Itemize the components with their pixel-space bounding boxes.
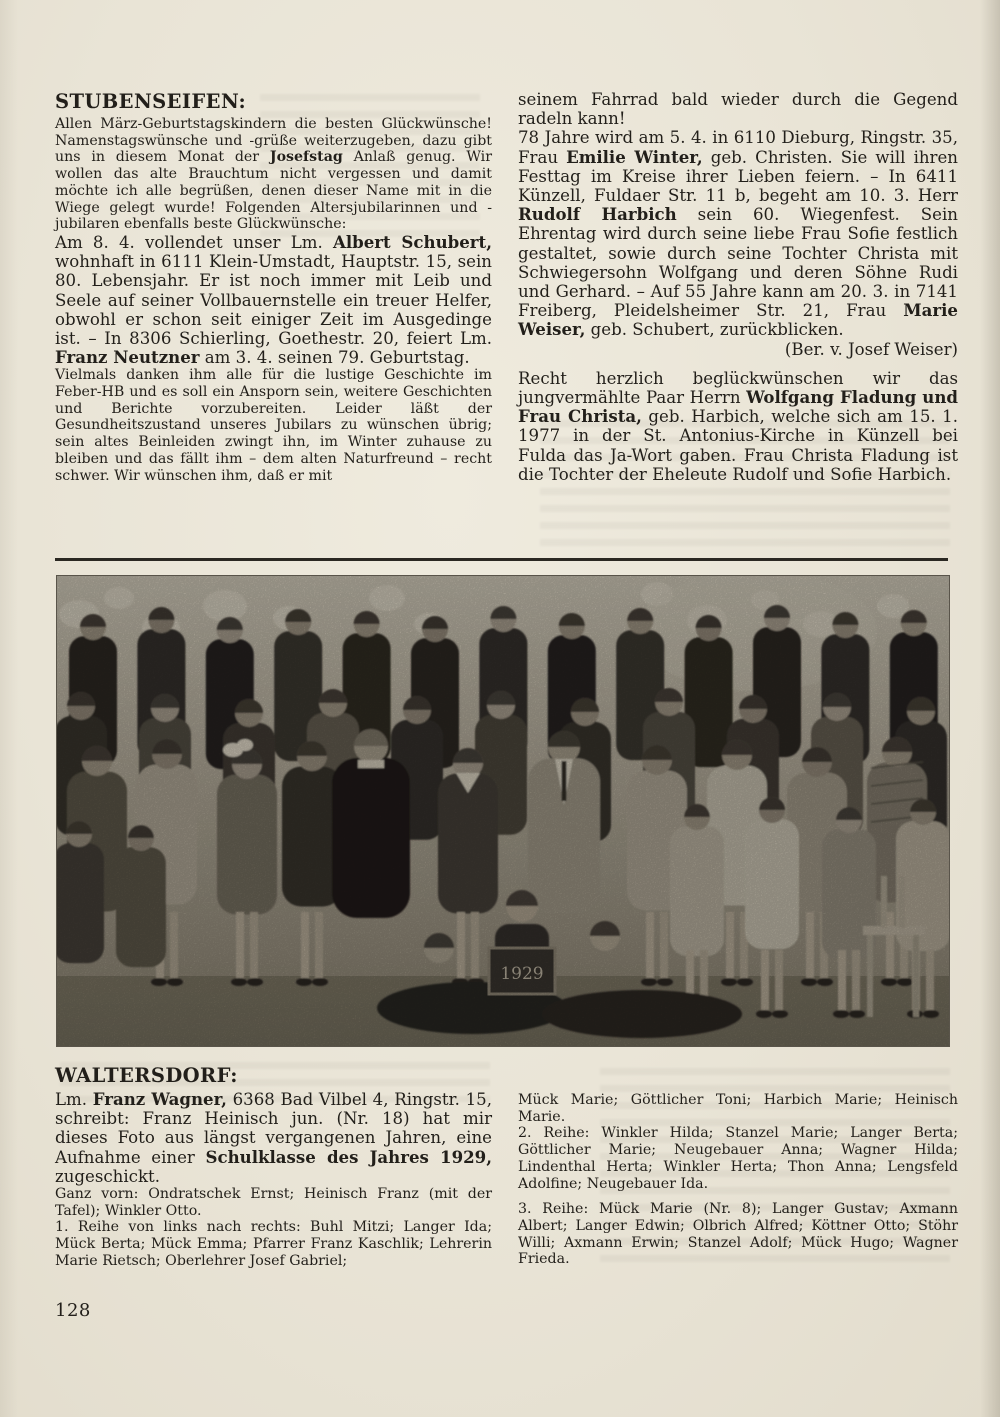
section-heading-stubenseifen: STUBENSEIFEN: [55,90,247,113]
photo-grain-overlay [57,576,949,1046]
paragraph-geburtstage: 78 Jahre wird am 5. 4. in 6110 Dieburg, Ringstr. 35, Frau Emilie Winter, geb. Christen. Sie will ihren Festtag im Kreise ihrer Lieben feiern. – In 6411 Künzell, Fuldaer Str. 11 b, begeht am 10. 3. Herr Rudolf Harbich sein 60. Wiegenfest. Sein Ehrentag wird durch seine liebe Frau Sofie festlich gestaltet, sowie durch seine Tochter Christa mit Schwiegersohn Wolfgang und deren Söhne Rudi und Gerhard. – Auf 55 Jahre kann am 20. 3. in 7141 Freiberg, Pleidelsheimer Str. 21, Frau Marie Weiser, geb. Schubert, zurückblicken. [518,128,958,340]
paragraph-jubilare: Am 8. 4. vollendet unser Lm. Albert Schubert, wohnhaft in 6111 Klein-Umstadt, Hauptstr. 15, sein 80. Lebensjahr. Er ist noch immer mit Leib und Seele auf seiner Vollbauernstelle ein treuer Helfer, obwohl er schon seit einiger Zeit im Ausgedinge ist. – In 8306 Schierling, Goethestr. 20, feiert Lm. Franz Neutzner am 3. 4. seinen 79. Geburtstag. [55,231,492,368]
article-gratulationen [518,90,958,484]
paragraph-hochzeit: Recht herzlich beglückwünschen wir das jungvermählte Paar Herrn Wolfgang Fladung und Frau Christa, geb. Harbich, welche sich am 15. 1. 1977 in der St. Antonius-Kirche in Künzell bei Fulda das Ja-Wort gaben. Frau Christa Fladung ist die Tochter der Eheleute Rudolf und Sofie Harbich. [518,368,958,484]
caption-reihe-1: 1. Reihe von links nach rechts: Buhl Mitzi; Langer Ida; Mück Berta; Mück Emma; Pfarrer Franz Kaschlik; Lehrerin Marie Rietsch; Oberlehrer Josef Gabriel; [55,1219,492,1269]
class-photo-1929 [56,575,950,1047]
page-number: 128 [55,1300,91,1321]
paragraph-neutzner-story: Vielmals danken ihm alle für die lustige Geschichte im Feber-HB und es soll ein Ansporn sein, weitere Geschichten und Berichte vorzubereiten. Leider läßt der Gesundheitszustand unseres Jubilars zu wünschen übrig; sein altes Beinleiden zwingt ihn, im Winter zuhause zu bleiben und das fällt ihm – dem alten Naturfreund – recht schwer. Wir wünschen ihm, daß er mit [55,367,492,484]
paragraph-continuation: seinem Fahrrad bald wieder durch die Gegend radeln kann! [518,90,958,129]
paragraph-birthday-intro: Allen März-Geburtstagskindern die besten Glückwünsche! Namenstagswünsche und -grüße weiterzugeben, dazu gibt uns in diesem Monat der Josefstag Anlaß genug. Wir wollen das alte Brauchtum nicht vergessen und damit möchte ich alle begrüßen, denen dieser Name mit in die Wiege gelegt wurde! Folgenden Altersjubilarinnen und -jubilaren ebenfalls beste Glückwünsche: [55,116,492,233]
report-byline: (Ber. v. Josef Weiser) [784,339,958,359]
caption-ganz-vorn: Ganz vorn: Ondratschek Ernst; Heinisch Franz (mit der Tafel); Winkler Otto. [55,1186,492,1219]
article-stubenseifen [55,90,492,484]
caption-reihe-1-fortsetzung: Mück Marie; Göttlicher Toni; Harbich Marie; Heinisch Marie. [518,1092,958,1125]
article-waltersdorf [55,1064,492,1270]
photo-captions-continued [518,1092,958,1268]
horizontal-rule [55,558,948,561]
section-heading-waltersdorf: WALTERSDORF: [55,1064,238,1087]
caption-reihe-3: 3. Reihe: Mück Marie (Nr. 8); Langer Gustav; Axmann Albert; Langer Edwin; Olbrich Alfred; Köttner Otto; Stöhr Willi; Axmann Erwin; Stanzel Adolf; Mück Hugo; Wagner Frieda. [518,1201,958,1268]
caption-reihe-2: 2. Reihe: Winkler Hilda; Stanzel Marie; Langer Berta; Göttlicher Marie; Neugebauer Anna; Wagner Hilda; Lindenthal Herta; Winkler Herta; Thon Anna; Lengsfeld Adolfine; Neugebauer Ida. [518,1125,958,1192]
class-photo-illustration [57,576,949,1046]
paragraph-foto-einsendung: Lm. Franz Wagner, 6368 Bad Vilbel 4, Ringstr. 15, schreibt: Franz Heinisch jun. (Nr. 18) hat mir dieses Foto aus längst vergangenen Jahren, eine Aufnahme einer Schulklasse des Jahres 1929, zugeschickt. [55,1089,492,1186]
slate-year-text: 1929 [500,964,544,984]
